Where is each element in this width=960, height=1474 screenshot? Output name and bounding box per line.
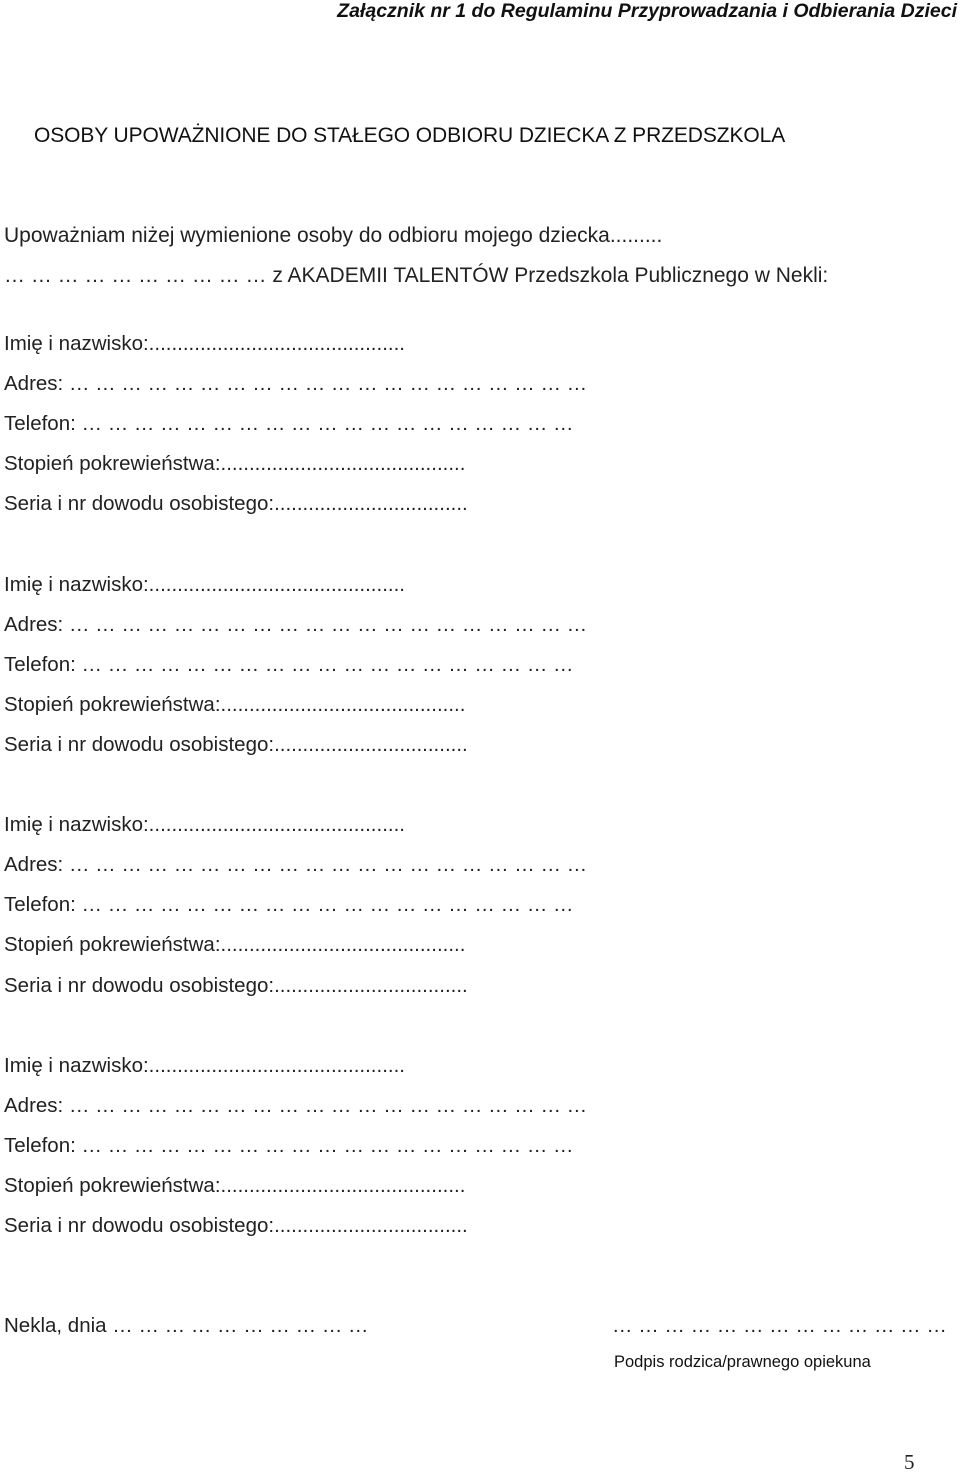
address-field: Adres: … … … … … … … … … … … … … … … … … … … …: [4, 1094, 588, 1117]
place-date-field: Nekla, dnia … … … … … … … … … …: [4, 1314, 369, 1337]
name-field: Imię i nazwisko:.............................................: [4, 813, 405, 836]
id-card-field: Seria i nr dowodu osobistego:..................................: [4, 974, 468, 997]
name-field: Imię i nazwisko:.............................................: [4, 573, 405, 596]
authorization-statement: Upoważniam niżej wymienione osoby do odbioru mojego dziecka.........: [4, 224, 663, 247]
relation-field: Stopień pokrewieństwa:...........................................: [4, 452, 466, 475]
kindergarten-statement: … … … … … … … … … … z AKADEMII TALENTÓW Przedszkola Publicznego w Nekli:: [4, 264, 829, 287]
signature-caption: Podpis rodzica/prawnego opiekuna: [614, 1353, 871, 1371]
relation-field: Stopień pokrewieństwa:...........................................: [4, 933, 466, 956]
phone-field: Telefon: … … … … … … … … … … … … … … … … … … …: [4, 893, 574, 916]
document-title: OSOBY UPOWAŻNIONE DO STAŁEGO ODBIORU DZIECKA Z PRZEDSZKOLA: [34, 124, 786, 147]
phone-field: Telefon: … … … … … … … … … … … … … … … … … … …: [4, 653, 574, 676]
signature-line: … … … … … … … … … … … … …: [612, 1314, 947, 1337]
id-card-field: Seria i nr dowodu osobistego:..................................: [4, 733, 468, 756]
page-number: 5: [904, 1450, 915, 1474]
name-field: Imię i nazwisko:.............................................: [4, 332, 405, 355]
id-card-field: Seria i nr dowodu osobistego:..................................: [4, 1214, 468, 1237]
address-field: Adres: … … … … … … … … … … … … … … … … … … … …: [4, 853, 588, 876]
id-card-field: Seria i nr dowodu osobistego:..................................: [4, 492, 468, 515]
address-field: Adres: … … … … … … … … … … … … … … … … … … … …: [4, 372, 588, 395]
appendix-header: Załącznik nr 1 do Regulaminu Przyprowadzania i Odbierania Dzieci: [337, 0, 957, 22]
phone-field: Telefon: … … … … … … … … … … … … … … … … … … …: [4, 412, 574, 435]
phone-field: Telefon: … … … … … … … … … … … … … … … … … … …: [4, 1134, 574, 1157]
address-field: Adres: … … … … … … … … … … … … … … … … … … … …: [4, 613, 588, 636]
name-field: Imię i nazwisko:.............................................: [4, 1054, 405, 1077]
relation-field: Stopień pokrewieństwa:...........................................: [4, 1174, 466, 1197]
relation-field: Stopień pokrewieństwa:...........................................: [4, 693, 466, 716]
